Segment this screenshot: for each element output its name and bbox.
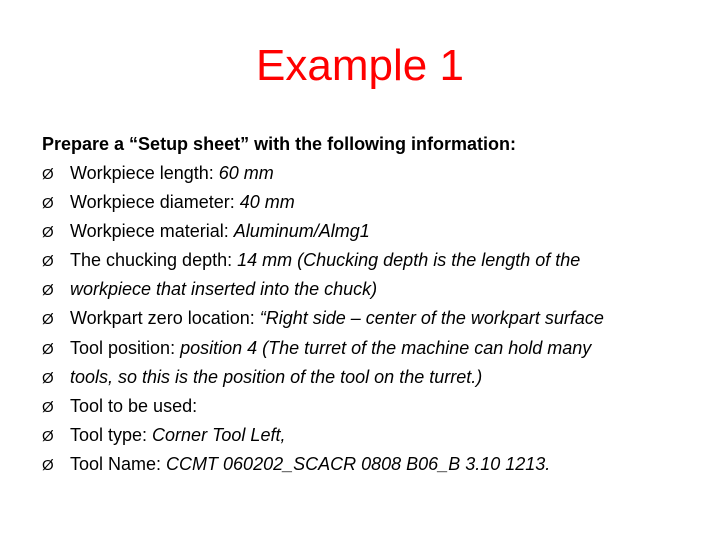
item-label: Tool to be used:	[70, 395, 198, 416]
arrow-bullet-icon: Ø	[42, 166, 54, 183]
list-item	[42, 392, 702, 421]
list-item	[42, 304, 702, 333]
item-label: Tool position:	[70, 337, 181, 358]
arrow-bullet-icon: Ø	[42, 195, 54, 213]
item-value: 40 mm	[239, 192, 295, 213]
arrow-bullet-icon: Ø	[42, 282, 54, 300]
item-value: “Right side – center of the workpart surface	[259, 308, 604, 329]
item-value: Corner Tool Left,	[152, 424, 286, 445]
arrow-bullet-icon: Ø	[42, 456, 54, 474]
item-label: Workpiece diameter:	[70, 192, 240, 213]
arrow-bullet-icon: Ø	[42, 398, 54, 416]
list-item	[42, 450, 702, 479]
arrow-bullet-icon: Ø	[42, 427, 54, 445]
arrow-bullet-icon: Ø	[42, 311, 54, 329]
list-item	[42, 363, 702, 392]
item-label: Tool type:	[70, 424, 153, 445]
list-item	[42, 334, 702, 363]
list-item	[42, 159, 702, 188]
item-label: Workpiece material:	[70, 221, 234, 242]
list-item	[42, 421, 702, 450]
item-label: Workpiece length:	[70, 163, 219, 183]
item-value: CCMT 060202_SCACR 0808 B06_B 3.10 1213.	[166, 453, 551, 474]
list-item	[42, 246, 702, 275]
list-item	[42, 275, 702, 304]
list-item	[42, 217, 702, 246]
slide-body	[42, 130, 702, 479]
arrow-bullet-icon: Ø	[42, 369, 54, 387]
item-value: tools, so this is the position of the tool on the turret.)	[70, 366, 483, 387]
item-label: Workpart zero location:	[70, 308, 260, 329]
list-item	[42, 188, 702, 217]
item-value: position 4 (The turret of the machine can hold many	[180, 337, 592, 358]
item-value: 60 mm	[218, 163, 274, 183]
bullet-list	[42, 159, 702, 479]
item-label: Tool Name:	[70, 453, 167, 474]
arrow-bullet-icon: Ø	[42, 340, 54, 358]
item-label: The chucking depth:	[70, 250, 238, 271]
intro-text: Prepare a “Setup sheet” with the following information:	[42, 134, 517, 154]
item-value: workpiece that inserted into the chuck)	[70, 279, 378, 300]
arrow-bullet-icon: Ø	[42, 253, 54, 271]
item-value: 14 mm (Chucking depth is the length of the	[237, 250, 581, 271]
item-value: Aluminum/Almg1	[233, 221, 370, 242]
slide-title: Example 1	[256, 41, 464, 90]
arrow-bullet-icon: Ø	[42, 224, 54, 242]
